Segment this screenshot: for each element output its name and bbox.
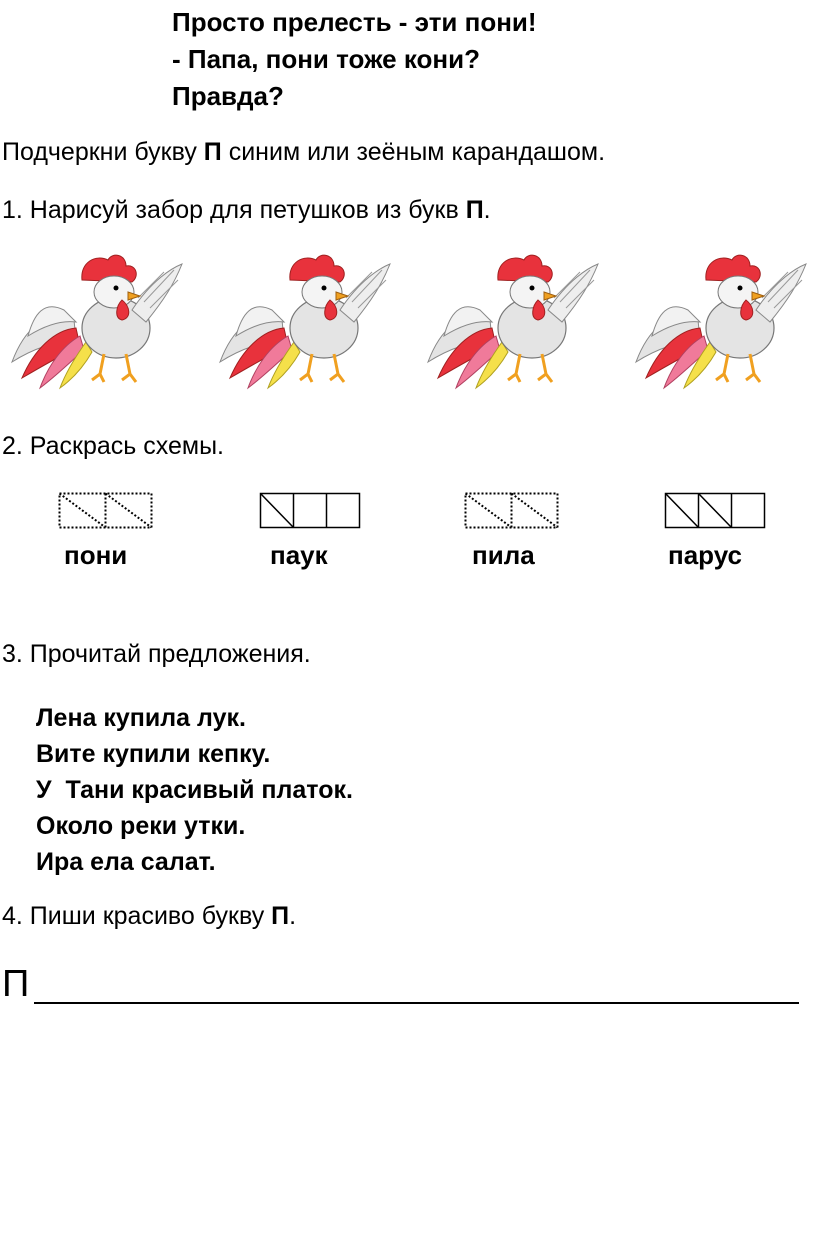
rooster-wing — [132, 264, 182, 322]
task-3: 3. Прочитай предложения. — [2, 640, 311, 668]
rooster-eye — [738, 286, 743, 291]
task-2: 2. Раскрась схемы. — [2, 432, 224, 460]
task-1-text-before: 1. Нарисуй забор для петушков из букв — [2, 196, 466, 224]
scheme-slash — [512, 494, 558, 528]
rooster-tail — [220, 307, 300, 388]
sentence: Вите купили кепку. — [36, 740, 271, 768]
rooster-eye — [114, 286, 119, 291]
rooster-illustration — [628, 250, 808, 390]
scheme-frame — [261, 494, 360, 528]
sentence: Около реки утки. — [36, 812, 246, 840]
word-scheme — [464, 492, 560, 530]
word-scheme — [259, 492, 362, 530]
task-1 — [2, 196, 491, 225]
rooster-wing — [548, 264, 598, 322]
poem-line-2: - Папа, пони тоже кони? — [172, 44, 480, 74]
task-1-text-after: . — [483, 196, 491, 224]
scheme-slash — [60, 494, 106, 528]
task-4-letter: П — [271, 902, 290, 930]
scheme-slash — [106, 494, 152, 528]
task-4-text-before: 4. Пиши красиво букву — [2, 902, 272, 930]
scheme-slash — [699, 494, 732, 528]
instruction-text-before: Подчеркни букву — [2, 138, 204, 166]
rooster-illustration — [4, 250, 184, 390]
rooster-eye — [322, 286, 327, 291]
rooster-tail — [12, 307, 92, 388]
poem-line-3: Правда? — [172, 81, 284, 111]
sentences — [36, 700, 353, 880]
poem — [172, 4, 537, 115]
task-4-text-after: . — [289, 902, 297, 930]
poem-line-1: Просто прелесть - эти пони! — [172, 7, 537, 37]
instruction — [2, 138, 605, 167]
scheme-word: паук — [270, 540, 328, 570]
task-4 — [2, 902, 296, 931]
scheme-slash — [666, 494, 699, 528]
word-scheme — [58, 492, 154, 530]
sentence: Ира ела салат. — [36, 848, 216, 876]
rooster-illustration — [420, 250, 600, 390]
scheme-word: пила — [472, 540, 535, 570]
rooster-wing — [756, 264, 806, 322]
writing-practice-row — [0, 962, 800, 1012]
scheme-word: парус — [668, 540, 742, 570]
rooster-eye — [530, 286, 535, 291]
rooster-row — [0, 250, 816, 400]
sentence: Лена купила лук. — [36, 704, 246, 732]
rooster-wing — [340, 264, 390, 322]
rooster-illustration — [212, 250, 392, 390]
task-1-letter: П — [465, 196, 484, 224]
writing-line[interactable] — [34, 1002, 799, 1004]
scheme-slash — [261, 494, 294, 528]
scheme-slash — [466, 494, 512, 528]
writing-letter: П — [2, 963, 30, 1005]
word-scheme — [664, 492, 767, 530]
instruction-text-after: синим или зеёным карандашом. — [221, 138, 606, 166]
sentence: У Тани красивый платок. — [36, 776, 353, 804]
rooster-tail — [636, 307, 716, 388]
rooster-tail — [428, 307, 508, 388]
scheme-word: пони — [64, 540, 128, 570]
instruction-letter: П — [203, 138, 222, 166]
